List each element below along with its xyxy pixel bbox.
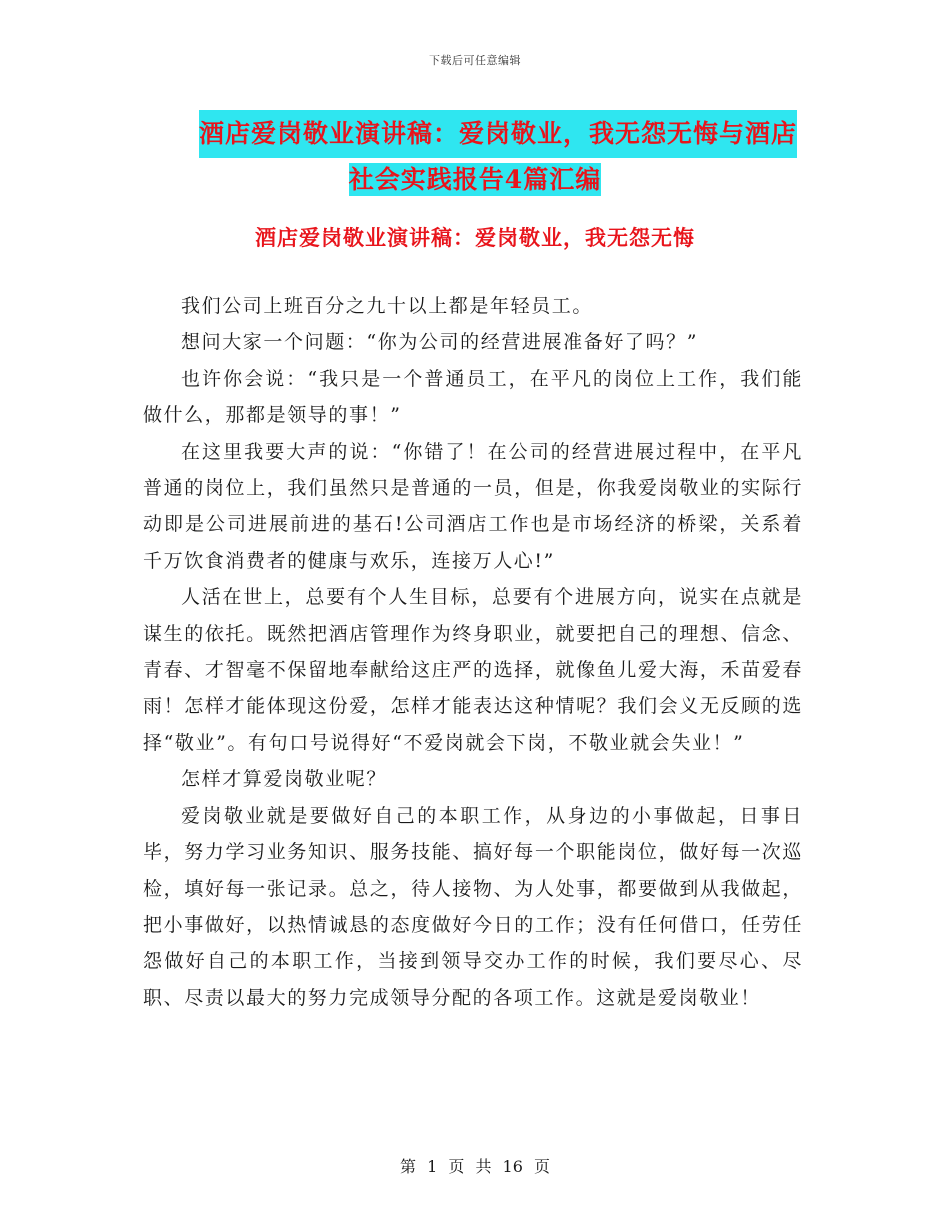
paragraph: 我们公司上班百分之九十以上都是年轻员工。 bbox=[181, 295, 594, 317]
paragraph: 怎样才算爱岗敬业呢？ bbox=[181, 768, 388, 791]
document-title bbox=[0, 110, 950, 202]
document-body bbox=[143, 288, 803, 1016]
paragraph: 想问大家一个问题：“你为公司的经营进展准备好了吗？” bbox=[181, 331, 699, 354]
paragraph: 在这里我要大声的说：“你错了！在公司的经营进展过程中，在平凡普通的岗位上，我们虽然只是普通的一员，但是，你我爱岗敬业的实际行动即是公司进展前进的基石!公司酒店工作也是市场经济的桥梁，关系着千万饮食消费者的健康与欢乐，连接万人心!” bbox=[143, 440, 803, 572]
section-title: 酒店爱岗敬业演讲稿：爱岗敬业，我无怨无悔 bbox=[255, 225, 695, 250]
paragraph: 人活在世上，总要有个人生目标，总要有个进展方向，说实在点就是谋生的依托。既然把酒店管理作为终身职业，就要把自己的理想、信念、青春、才智毫不保留地奉献给这庄严的选择，就像鱼儿爱大海，禾苗爱春雨！怎样才能体现这份爱，怎样才能表达这种情呢？我们会义无反顾的选择“敬业”。有句口号说得好“不爱岗就会下岗，不敬业就会失业！” bbox=[143, 586, 803, 754]
document-title-line2: 社会实践报告4篇汇编 bbox=[348, 165, 602, 194]
paragraph: 也许你会说：“我只是一个普通员工，在平凡的岗位上工作，我们能做什么，那都是领导的事！” bbox=[143, 367, 803, 427]
download-note: 下载后可任意编辑 bbox=[429, 54, 521, 67]
page-number: 第 1 页 共 16 页 bbox=[400, 1157, 550, 1176]
paragraph: 爱岗敬业就是要做好自己的本职工作，从身边的小事做起，日事日毕，努力学习业务知识、服务技能、搞好每一个职能岗位，做好每一次巡检，填好每一张记录。总之，待人接物、为人处事，都要做到从我做起，把小事做好，以热情诚恳的态度做好今日的工作；没有任何借口，任劳任怨做好自己的本职工作，当接到领导交办工作的时候，我们要尽心、尽职、尽责以最大的努力完成领导分配的各项工作。这就是爱岗敬业！ bbox=[143, 804, 803, 1009]
document-title-line1: 酒店爱岗敬业演讲稿：爱岗敬业，我无怨无悔与酒店 bbox=[199, 110, 797, 158]
